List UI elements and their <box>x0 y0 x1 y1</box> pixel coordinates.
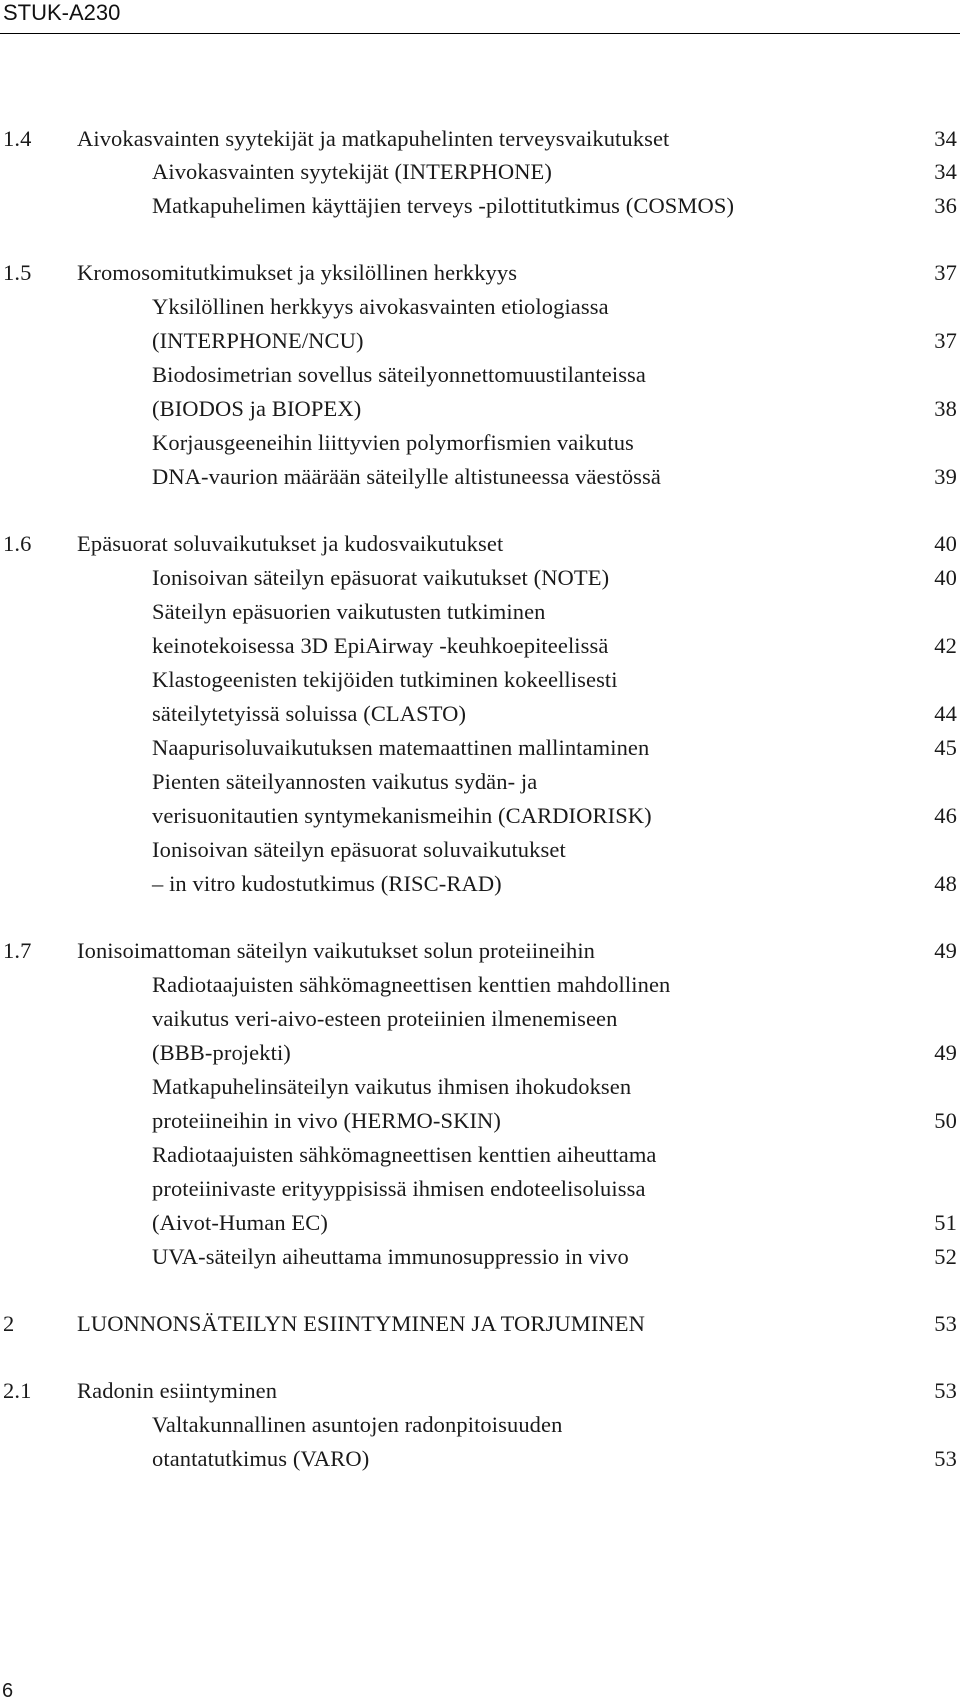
toc-entry-title: otantatutkimus (VARO) <box>152 1446 370 1471</box>
toc-page-number: 40 <box>934 565 957 590</box>
toc-subentry <box>0 867 960 901</box>
toc-page-number: 46 <box>934 803 957 828</box>
running-header: STUK-A230 <box>3 0 121 25</box>
toc-subentry <box>0 1408 960 1442</box>
toc-subentry <box>0 1036 960 1070</box>
toc-entry-title: (BIODOS ja BIOPEX) <box>152 396 362 421</box>
toc-entry-title: Säteilyn epäsuorien vaikutusten tutkiminen <box>152 599 546 624</box>
toc-page-number: 38 <box>934 396 957 421</box>
toc-page-number: 48 <box>934 871 957 896</box>
toc-entry-title: Korjausgeeneihin liittyvien polymorfismien vaikutus <box>152 430 634 455</box>
toc-entry-title: Ionisoivan säteilyn epäsuorat vaikutukset (NOTE) <box>152 565 610 590</box>
toc-subentry <box>0 1240 960 1274</box>
toc-section-number: 2 <box>3 1311 15 1336</box>
toc-section-number: 1.4 <box>3 126 32 151</box>
toc-subentry <box>0 663 960 697</box>
toc-subentry <box>0 697 960 731</box>
toc-page-number: 49 <box>934 1040 957 1065</box>
toc-subentry <box>0 155 960 189</box>
toc-subentry <box>0 1206 960 1240</box>
toc-subentry <box>0 799 960 833</box>
toc-subentry <box>0 1138 960 1172</box>
toc-entry-title: Naapurisoluvaikutuksen matemaattinen mallintaminen <box>152 735 650 760</box>
toc-entry-title: Radiotaajuisten sähkömagneettisen kenttien mahdollinen <box>152 972 671 997</box>
toc-subentry <box>0 765 960 799</box>
toc-entry-title: Radonin esiintyminen <box>77 1378 278 1403</box>
toc-page-number: 45 <box>934 735 957 760</box>
toc-entry-title: Matkapuhelinsäteilyn vaikutus ihmisen ihokudoksen <box>152 1074 632 1099</box>
toc-page-number: 53 <box>934 1378 957 1403</box>
toc-subentry <box>0 392 960 426</box>
toc-subentry <box>0 290 960 324</box>
toc-subentry <box>0 1442 960 1476</box>
toc-section-number: 1.7 <box>3 938 32 963</box>
toc-entry-title: keinotekoisessa 3D EpiAirway -keuhkoepiteelissä <box>152 633 609 658</box>
toc-section-entry <box>0 256 960 290</box>
toc-subentry <box>0 561 960 595</box>
toc-entry-title: proteiineihin in vivo (HERMO-SKIN) <box>152 1108 501 1133</box>
toc-page-number: 51 <box>934 1210 957 1235</box>
toc-page-number: 53 <box>934 1311 957 1336</box>
toc-entry-title: Epäsuorat soluvaikutukset ja kudosvaikutukset <box>77 531 504 556</box>
toc-subentry <box>0 629 960 663</box>
toc-page-number: 52 <box>934 1244 957 1269</box>
toc-entry-title: Yksilöllinen herkkyys aivokasvainten etiologiassa <box>152 294 609 319</box>
toc-section-entry <box>0 527 960 561</box>
toc-page-number: 53 <box>934 1446 957 1471</box>
toc-subentry <box>0 189 960 223</box>
toc-subentry <box>0 731 960 765</box>
toc-page-number: 39 <box>934 464 957 489</box>
toc-entry-title: vaikutus veri-aivo-esteen proteiinien ilmenemiseen <box>152 1006 618 1031</box>
toc-page-number: 34 <box>934 159 957 184</box>
toc-subentry <box>0 833 960 867</box>
toc-section-entry <box>0 1307 960 1341</box>
toc-page-number: 34 <box>934 126 957 151</box>
toc-subentry <box>0 1104 960 1138</box>
toc-subentry <box>0 1070 960 1104</box>
toc-entry-title: Biodosimetrian sovellus säteilyonnettomuustilanteissa <box>152 362 646 387</box>
toc-subentry <box>0 1002 960 1036</box>
toc-section-entry <box>0 934 960 968</box>
toc-subentry <box>0 1172 960 1206</box>
toc-entry-title: Aivokasvainten syytekijät ja matkapuhelinten terveysvaikutukset <box>77 126 670 151</box>
toc-page-number: 40 <box>934 531 957 556</box>
toc-page-number: 44 <box>934 701 957 726</box>
toc-subentry <box>0 968 960 1002</box>
toc-entry-title: Radiotaajuisten sähkömagneettisen kenttien aiheuttama <box>152 1142 657 1167</box>
toc-entry-title: Valtakunnallinen asuntojen radonpitoisuuden <box>152 1412 563 1437</box>
toc-entry-title: DNA-vaurion määrään säteilylle altistuneessa väestössä <box>152 464 661 489</box>
toc-page-number: 36 <box>934 193 957 218</box>
toc-entry-title: Ionisoimattoman säteilyn vaikutukset solun proteiineihin <box>77 938 596 963</box>
toc-entry-title: verisuonitautien syntymekanismeihin (CARDIORISK) <box>152 803 652 828</box>
toc-page-number: 42 <box>934 633 957 658</box>
toc-entry-title: Aivokasvainten syytekijät (INTERPHONE) <box>152 159 552 184</box>
toc-entry-title: (INTERPHONE/NCU) <box>152 328 364 353</box>
toc-entry-title: – in vitro kudostutkimus (RISC-RAD) <box>152 871 502 896</box>
toc-page-number: 49 <box>934 938 957 963</box>
toc-entry-title: proteiinivaste erityyppisissä ihmisen endoteelisoluissa <box>152 1176 646 1201</box>
toc-page-number: 50 <box>934 1108 957 1133</box>
page-number: 6 <box>2 1680 14 1702</box>
toc-subentry <box>0 426 960 460</box>
toc-subentry <box>0 460 960 494</box>
toc-subentry <box>0 358 960 392</box>
toc-section-entry <box>0 1374 960 1408</box>
toc-entry-title: Kromosomitutkimukset ja yksilöllinen herkkyys <box>77 260 518 285</box>
toc-entry-title: Ionisoivan säteilyn epäsuorat soluvaikutukset <box>152 837 566 862</box>
toc-entry-title: LUONNONSÄTEILYN ESIINTYMINEN JA TORJUMINEN <box>77 1311 645 1336</box>
toc-page-number: 37 <box>934 328 957 353</box>
toc-entry-title: Klastogeenisten tekijöiden tutkiminen kokeellisesti <box>152 667 618 692</box>
toc-subentry <box>0 324 960 358</box>
toc-entry-title: säteilytetyissä soluissa (CLASTO) <box>152 701 467 726</box>
toc-entry-title: (Aivot-Human EC) <box>152 1210 328 1235</box>
toc-section-entry <box>0 122 960 156</box>
toc-entry-title: UVA-säteilyn aiheuttama immunosuppressio in vivo <box>152 1244 629 1269</box>
toc-entry-title: (BBB-projekti) <box>152 1040 291 1065</box>
toc-section-number: 2.1 <box>3 1378 32 1403</box>
toc-entry-title: Matkapuhelimen käyttäjien terveys -pilottitutkimus (COSMOS) <box>152 193 735 218</box>
toc-entry-title: Pienten säteilyannosten vaikutus sydän- ja <box>152 769 538 794</box>
toc-section-number: 1.6 <box>3 531 32 556</box>
toc-subentry <box>0 595 960 629</box>
toc-page-number: 37 <box>934 260 957 285</box>
toc-section-number: 1.5 <box>3 260 32 285</box>
